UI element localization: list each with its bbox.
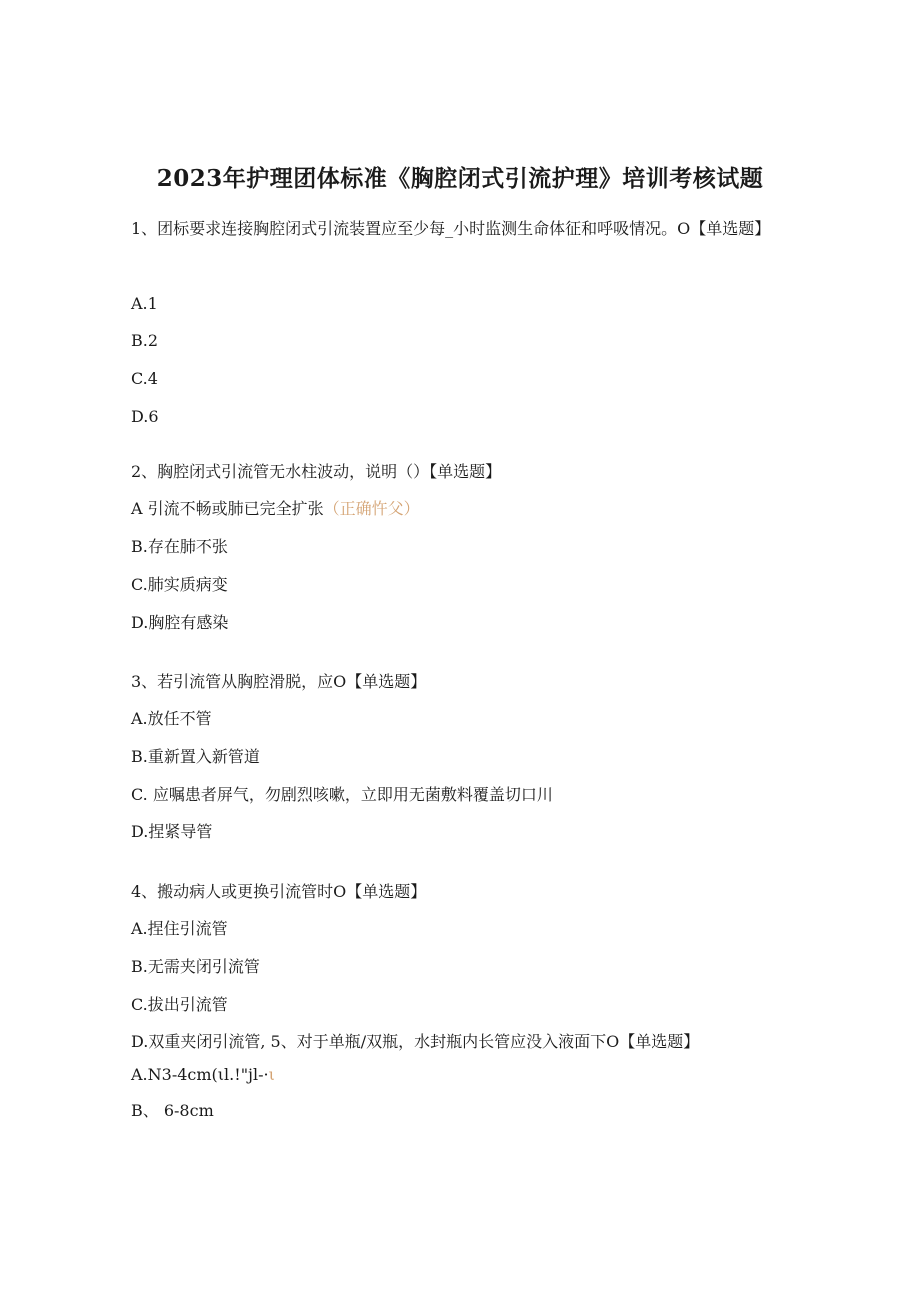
question-5-option-a-tail: ι <box>268 1065 275 1084</box>
question-5-option-a-text: A.N3-4cm(ιl.!"jl-· <box>131 1065 269 1084</box>
correct-answer-mark: （正确忤父） <box>323 499 420 518</box>
question-4-option-b: B.无需夹闭引流管 <box>131 957 260 976</box>
question-3-option-d: D.捏紧导管 <box>131 822 213 841</box>
question-1-option-c: C.4 <box>131 369 158 388</box>
question-3-stem: 3、若引流管从胸腔滑脱，应O【单选题】 <box>131 672 427 691</box>
question-4-option-c: C.拔出引流管 <box>131 995 228 1014</box>
question-4-option-d: D.双重夹闭引流管, 5、对于单瓶/双瓶，水封瓶内长管应没入液面下O【单选题】 <box>131 1032 700 1051</box>
question-3-option-c: C. 应嘱患者屏气，勿剧烈咳嗽，立即用无菌敷料覆盖切口川 <box>131 785 553 804</box>
question-3-option-b: B.重新置入新管道 <box>131 747 260 766</box>
question-1-option-d: D.6 <box>131 407 159 426</box>
question-2-stem: 2、胸腔闭式引流管无水柱波动，说明（）【单选题】 <box>131 462 502 481</box>
question-1-stem: 1、团标要求连接胸腔闭式引流装置应至少每_小时监测生命体征和呼吸情况。O【单选题】 <box>131 219 771 238</box>
question-2-option-d: D.胸腔有感染 <box>131 613 229 632</box>
question-1-option-b: B.2 <box>131 331 159 350</box>
question-2-option-a-text: A 引流不畅或肺已完全扩张 <box>131 499 324 518</box>
question-4-option-a: A.捏住引流管 <box>131 919 228 938</box>
document-title: 2023年护理团体标准《胸腔闭式引流护理》培训考核试题 <box>156 165 764 192</box>
question-5-option-b: B、 6-8cm <box>131 1101 214 1120</box>
question-1-option-a: A.1 <box>131 294 158 313</box>
question-2-option-b: B.存在肺不张 <box>131 537 228 556</box>
question-2-option-a <box>131 499 420 519</box>
question-2-option-c: C.肺实质病变 <box>131 575 228 594</box>
question-3-option-a: A.放任不管 <box>131 709 212 728</box>
question-4-stem: 4、搬动病人或更换引流管时O【单选题】 <box>131 882 427 901</box>
question-5-option-a <box>131 1065 275 1085</box>
